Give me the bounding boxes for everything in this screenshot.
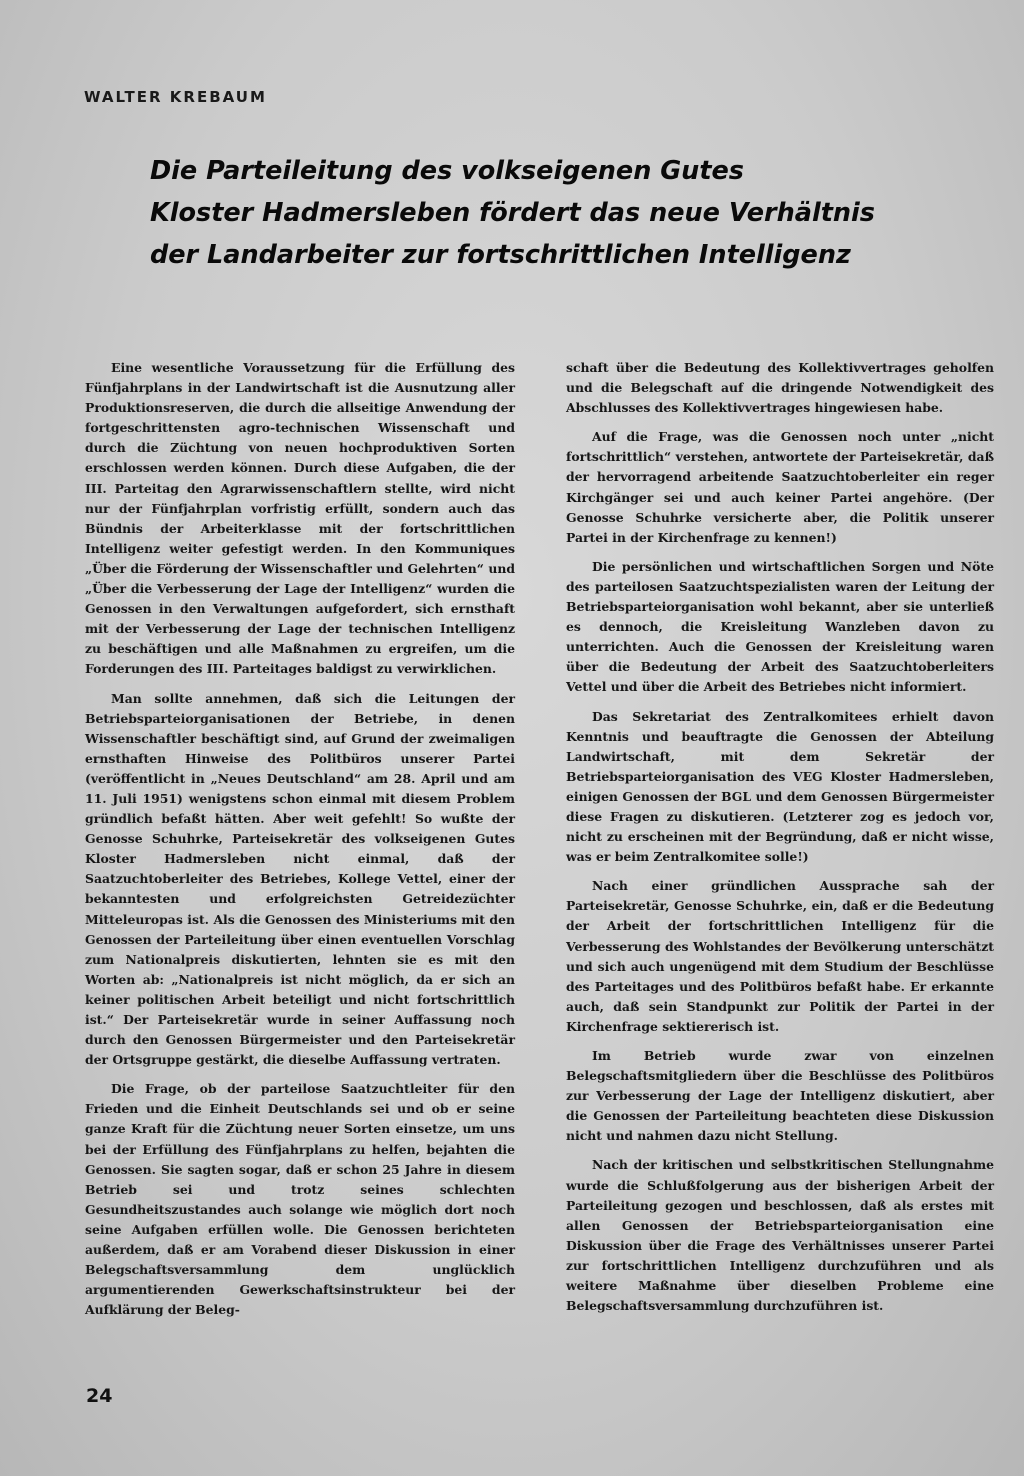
paragraph: Nach einer gründlichen Aussprache sah der Parteisekretär, Genosse Schuhrke, ein, daß er die Bedeutung der Arbeit der fortschrittlichen Intelligenz für die Verbesserung des Wohlstandes der Bevölkerung unterschätzt und sich auch ungenügend mit dem Studium der Beschlüsse des Parteitages und des Politbüros befaßt habe. Er erkannte auch, daß sein Standpunkt zur Politik der Partei in der Kirchenfrage sektiererisch ist. — [566, 878, 994, 1034]
paragraph: Die persönlichen und wirtschaftlichen Sorgen und Nöte des parteilosen Saatzuchtspezialisten waren der Leitung der Betriebsparteiorganisation wohl bekannt, aber sie unterließ es dennoch, die Kreisleitung Wanzleben davon zu unterrichten. Auch die Genossen der Kreisleitung waren über die Bedeutung der Arbeit des Saatzuchtoberleiters Vettel und über die Arbeit des Betriebes nicht informiert. — [566, 558, 994, 695]
paragraph: Man sollte annehmen, daß sich die Leitungen der Betriebsparteiorganisationen der Betriebe, in denen Wissenschaftler beschäftigt sind, auf Grund der zweimaligen ernsthaften Hinweise des Politbüros unserer Partei (veröffentlicht in „Neues Deutschland“ am 28. April und am 11. Juli 1951) wenigstens schon einmal mit diesem Problem gründlich befaßt hätten. Aber weit gefehlt! So wußte der Genosse Schuhrke, Parteisekretär des volkseigenen Gutes Kloster Hadmersleben nicht einmal, daß der Saatzuchtoberleiter des Betriebes, Kollege Vettel, einer der bekanntesten und erfolgreichsten Getreidezüchter Mitteleuropas ist. Als die Genossen des Ministeriums mit den Genossen der Parteileitung über einen eventuellen Vorschlag zum Nationalpreis diskutierten, lehnten sie es mit den Worten ab: „Nationalpreis ist nicht möglich, da er sich an keiner politischen Arbeit beteiligt und nicht fortschrittlich ist.“ Der Parteisekretär wurde in seiner Auffassung noch durch den Genossen Bürgermeister und den Parteisekretär der Ortsgruppe gestärkt, die dieselbe Auffassung vertraten. — [85, 690, 515, 1068]
paragraph: Auf die Frage, was die Genossen noch unter „nicht fortschrittlich“ verstehen, antwortete der Parteisekretär, daß der hervorragend arbeitende Saatzuchtoberleiter ein reger Kirchgänger sei und auch keiner Partei angehöre. (Der Genosse Schuhrke versicherte aber, die Politik unserer Partei in der Kirchenfrage zu kennen!) — [566, 429, 994, 545]
headline-line: Die Parteileitung des volkseigenen Gutes — [150, 156, 744, 186]
paragraph: schaft über die Bedeutung des Kollektivvertrages geholfen und die Belegschaft auf die dringende Notwendigkeit des Abschlusses des Kollektivvertrages hingewiesen habe. — [566, 360, 994, 416]
right-column — [566, 358, 994, 1325]
paragraph: Im Betrieb wurde zwar von einzelnen Belegschaftsmitgliedern über die Beschlüsse des Politbüros zur Verbesserung der Lage der Intelligenz diskutiert, aber die Genossen der Parteileitung beachteten diese Diskussion nicht und nahmen dazu nicht Stellung. — [566, 1048, 994, 1144]
left-column — [85, 358, 515, 1329]
page-number: 24 — [86, 1385, 113, 1407]
paragraph: Das Sekretariat des Zentralkomitees erhielt davon Kenntnis und beauftragte die Genossen der Abteilung Landwirtschaft, mit dem Sekretär der Betriebsparteiorganisation des VEG Kloster Hadmersleben, einigen Genossen der BGL und dem Genossen Bürgermeister diese Fragen zu diskutieren. (Letzterer zog es jedoch vor, nicht zu erscheinen mit der Begründung, daß er nicht wisse, was er beim Zentralkomitee solle!) — [566, 708, 994, 865]
paragraph: Die Frage, ob der parteilose Saatzuchtleiter für den Frieden und die Einheit Deutschlands sei und ob er seine ganze Kraft für die Züchtung neuer Sorten einsetze, um uns bei der Erfüllung des Fünfjahrplans zu helfen, bejahten die Genossen. Sie sagten sogar, daß er schon 25 Jahre in diesem Betrieb sei und trotz seines schlechten Gesundheitszustandes auch solange wie möglich dort noch seine Aufgaben erfüllen wolle. Die Genossen berichteten außerdem, daß er am Vorabend dieser Diskussion in einer Belegschaftsversammlung dem unglücklich argumentierenden Gewerkschaftsinstrukteur bei der Aufklärung der Beleg- — [85, 1081, 515, 1318]
author-name: WALTER KREBAUM — [84, 88, 267, 106]
paragraph: Eine wesentliche Voraussetzung für die Erfüllung des Fünfjahrplans in der Landwirtschaft ist die Ausnutzung aller Produktionsreserven, die durch die allseitige Anwendung der fortgeschrittensten agro-technischen Wissenschaft und durch die Züchtung von neuen hochproduktiven Sorten erschlossen werden können. Durch diese Aufgaben, die der III. Parteitag den Agrarwissenschaftlern stellte, wird nicht nur der Fünfjahrplan vorfristig erfüllt, sondern auch das Bündnis der Arbeiterklasse mit der fortschrittlichen Intelligenz weiter gefestigt werden. In den Kommuniques „Über die Förderung der Wissenschaftler und Gelehrten“ und „Über die Verbesserung der Lage der Intelligenz“ wurden die Genossen in den Verwaltungen aufgefordert, sich ernsthaft mit der Verbesserung der Lage der technischen Intelligenz zu beschäftigen und alle Maßnahmen zu ergreifen, um die Forderungen des III. Parteitages baldigst zu verwirklichen. — [85, 360, 515, 677]
headline — [150, 150, 990, 276]
paragraph: Nach der kritischen und selbstkritischen Stellungnahme wurde die Schlußfolgerung aus der bisherigen Arbeit der Parteileitung gezogen und beschlossen, daß als erstes mit allen Genossen der Betriebsparteiorganisation eine Diskussion über die Frage des Verhältnisses unserer Partei zur fortschrittlichen Intelligenz durchzuführen und als weitere Maßnahme über dieselben Probleme eine Belegschaftsversammlung durchzuführen ist. — [566, 1157, 994, 1314]
headline-line: Kloster Hadmersleben fördert das neue Verhältnis — [150, 198, 875, 228]
headline-line: der Landarbeiter zur fortschrittlichen Intelligenz — [150, 240, 851, 270]
